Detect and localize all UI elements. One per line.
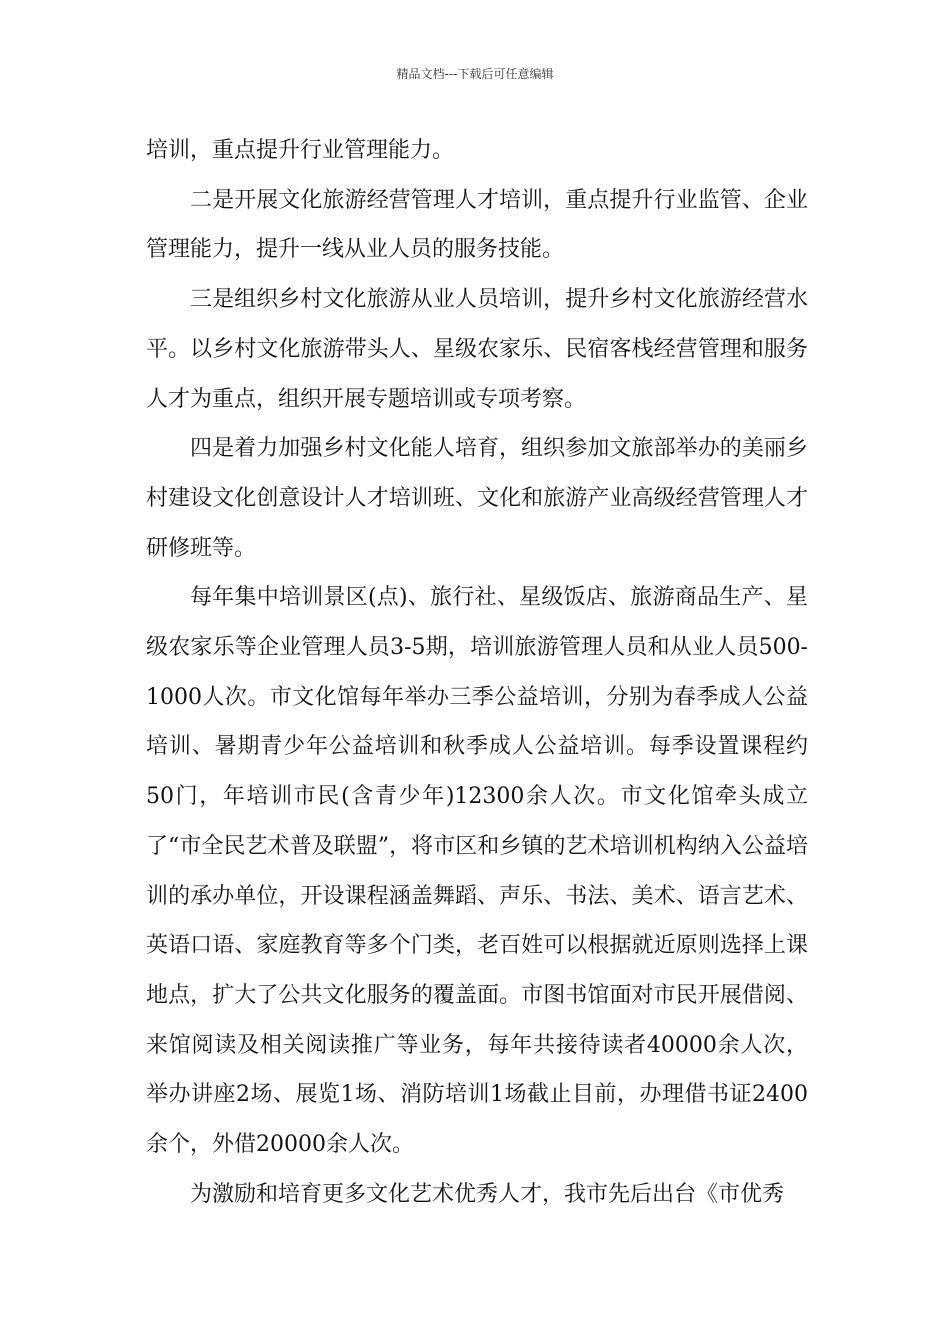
paragraph: 为激励和培育更多文化艺术优秀人才，我市先后出台《市优秀 <box>190 1181 785 1207</box>
paragraph: 培训，重点提升行业管理能力。 <box>146 138 455 163</box>
paragraph: 四是着力加强乡村文化能人培育，组织参加文旅部举办的美丽乡村建设文化创意设计人才培训班、文化和旅游产业高级经营管理人才研修班等。 <box>146 436 808 561</box>
paragraph: 每年集中培训景区(点)、旅行社、星级饭店、旅游商品生产、星级农家乐等企业管理人员3-5期，培训旅游管理人员和从业人员500-1000人次。市文化馆每年举办三季公益培训，分别为春季成人公益培训、暑期青少年公益培训和秋季成人公益培训。每季设置课程约50门，年培训市民(含青少年)12300余人次。市文化馆牵头成立了“市全民艺术普及联盟”，将市区和乡镇的艺术培训机构纳入公益培训的承办单位，开设课程涵盖舞蹈、声乐、书法、美术、语言艺术、英语口语、家庭教育等多个门类，老百姓可以根据就近原则选择上课地点，扩大了公共文化服务的覆盖面。市图书馆面对市民开展借阅、来馆阅读及相关阅读推广等业务，每年共接待读者40000余人次，举办讲座2场、展览1场、消防培训1场截止目前，办理借书证2400余个，外借20000余人次。 <box>146 585 808 1158</box>
paragraph: 三是组织乡村文化旅游从业人员培训，提升乡村文化旅游经营水平。以乡村文化旅游带头人、星级农家乐、民宿客栈经营管理和服务人才为重点，组织开展专题培训或专项考察。 <box>146 287 808 412</box>
paragraph: 二是开展文化旅游经营管理人才培训，重点提升行业监管、企业管理能力，提升一线从业人员的服务技能。 <box>146 187 808 263</box>
page-header: 精品文档---下载后可任意编辑 <box>396 67 554 81</box>
document-body <box>146 126 808 1219</box>
